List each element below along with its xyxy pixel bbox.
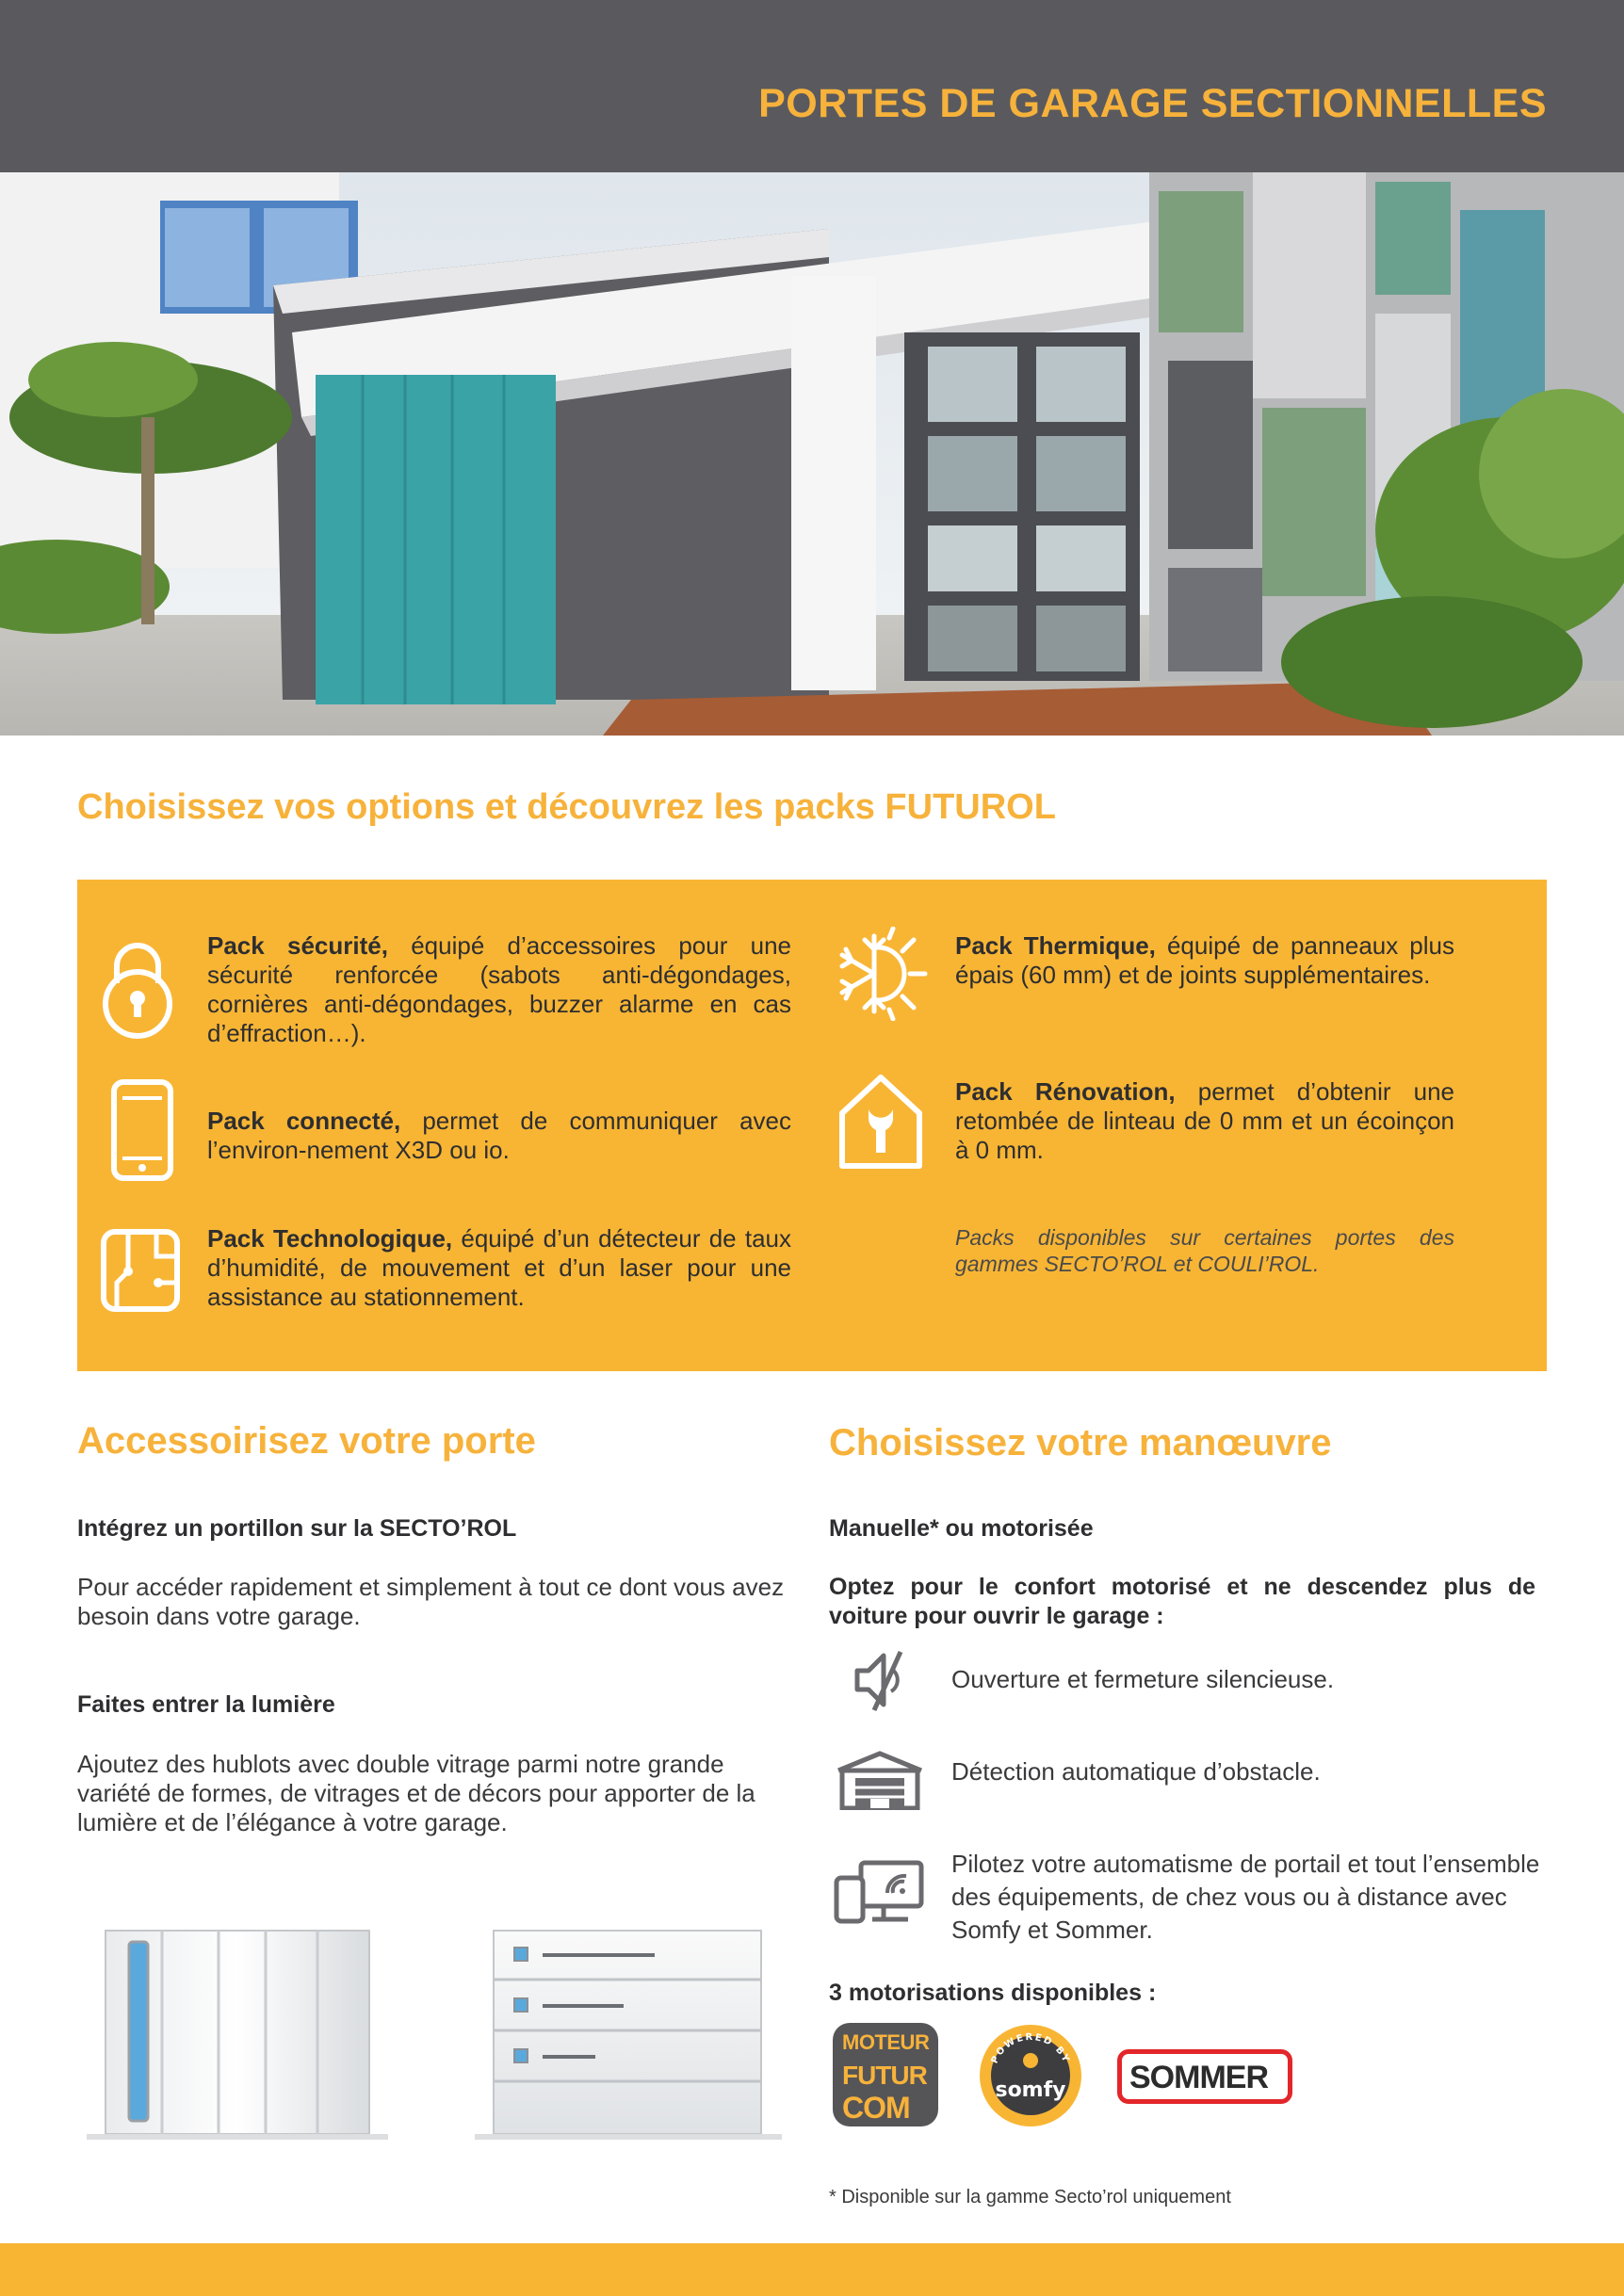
logo-somfy-text: somfy <box>995 2078 1066 2102</box>
accessories-para-portillon: Pour accéder rapidement et simplement à tout ce dont vous avez besoin dans votre garage. <box>77 1573 785 1630</box>
feature-silencieuse: Ouverture et fermeture silencieuse. <box>951 1665 1335 1693</box>
logo-futurcom-line1: MOTEUR <box>842 2030 930 2054</box>
logo-futurcom-line3: COM <box>842 2091 910 2125</box>
packs-section-title: Choisissez vos options et découvrez les packs FUTUROL <box>77 787 1056 827</box>
motorisations-title: 3 motorisations disponibles : <box>829 1980 1157 2006</box>
snowflake-sun-icon <box>831 927 934 1021</box>
logo-futurcom-line2: FUTUR <box>842 2061 927 2090</box>
pack-technologique: Pack Technologique, équipé d’un détecteur de taux d’humidité, de mouvement et d’un laser pour une assistance au stationnement. <box>207 1224 791 1311</box>
accessories-sub-portillon: Intégrez un portillon sur la SECTO’ROL <box>77 1515 517 1542</box>
door-portillon-image <box>77 1921 398 2147</box>
bottom-band <box>0 2243 1624 2296</box>
logo-somfy <box>978 2023 1083 2128</box>
packs-panel <box>77 880 1547 1371</box>
logo-sommer-text: SOMMER <box>1129 2060 1268 2095</box>
footnote: * Disponible sur la gamme Secto’rol uniquement <box>829 2187 1231 2207</box>
packs-note: Packs disponibles sur certaines portes des gammes SECTO’ROL et COULI’ROL. <box>955 1225 1454 1276</box>
feature-pilotage: Pilotez votre automatisme de portail et tout l’ensemble des équipements, de chez vous ou à distance avec Somfy et Sommer. <box>951 1850 1540 1944</box>
house-wrench-icon <box>836 1072 925 1170</box>
logo-somfy-ring-text: POWERED BY <box>989 2031 1072 2066</box>
devices-wifi-icon <box>833 1850 927 1925</box>
smartphone-icon <box>109 1079 175 1181</box>
feature-obstacle: Détection automatique d’obstacle. <box>951 1757 1321 1786</box>
pack-securite: Pack sécurité, équipé d’accessoires pour une sécurité renforcée (sabots anti-dégondages, cornières anti-dégondages, buzzer alarme en cas d’effraction…). <box>207 931 791 1047</box>
hero-photo <box>0 172 1624 736</box>
circuit-icon <box>100 1228 181 1313</box>
pack-connecte: Pack connecté, permet de communiquer avec l’environ-nement X3D ou io. <box>207 1107 791 1164</box>
pack-renovation: Pack Rénovation, permet d’obtenir une retombée de linteau de 0 mm et un écoinçon à 0 mm. <box>955 1077 1454 1164</box>
pack-thermique: Pack Thermique, équipé de panneaux plus épais (60 mm) et de joints supplémentaires. <box>955 931 1455 989</box>
door-hublots-image <box>462 1921 782 2147</box>
header-band <box>0 0 1624 172</box>
accessories-sub-lumiere: Faites entrer la lumière <box>77 1691 335 1718</box>
accessories-title: Accessoirisez votre porte <box>77 1420 536 1462</box>
padlock-icon <box>100 936 175 1040</box>
accessories-para-lumiere: Ajoutez des hublots avec double vitrage parmi notre grande variété de formes, de vitrages et de décors pour apporter de la lumière et de l’élégance à votre garage. <box>77 1750 755 1836</box>
maneuver-title: Choisissez votre manœuvre <box>829 1422 1332 1463</box>
garage-obstacle-icon <box>833 1750 927 1810</box>
logo-futurcom <box>833 2023 938 2126</box>
page-title: PORTES DE GARAGE SECTIONNELLES <box>758 81 1547 126</box>
logo-sommer <box>1117 2049 1292 2104</box>
maneuver-sub-manuelle: Manuelle* ou motorisée <box>829 1515 1094 1542</box>
maneuver-lead: Optez pour le confort motorisé et ne descendez plus de voiture pour ouvrir le garage : <box>829 1574 1535 1629</box>
speaker-mute-icon <box>848 1646 916 1714</box>
